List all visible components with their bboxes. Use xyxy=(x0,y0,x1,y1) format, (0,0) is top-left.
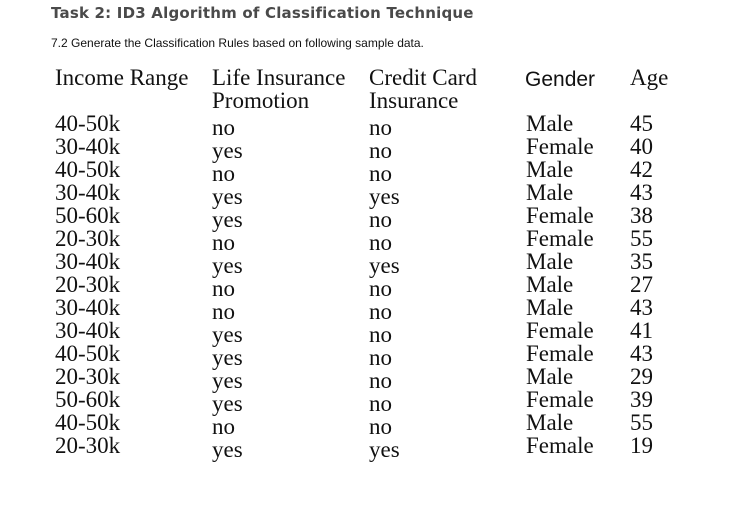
cell-credit-card: no xyxy=(369,115,392,140)
cell-gender: Male xyxy=(526,364,574,389)
cell-gender: Male xyxy=(526,111,574,136)
cell-life-insurance: yes xyxy=(212,437,243,462)
cell-age: 55 xyxy=(630,410,653,435)
cell-credit-card: no xyxy=(369,230,392,255)
header-life-insurance: Life Insurance xyxy=(212,65,346,90)
cell-age: 38 xyxy=(630,203,653,228)
cell-gender: Female xyxy=(526,318,594,343)
cell-gender: Male xyxy=(526,272,574,297)
table-row xyxy=(0,226,730,255)
cell-credit-card: no xyxy=(369,207,392,232)
table-row xyxy=(0,203,730,232)
cell-credit-card: yes xyxy=(369,253,400,278)
cell-income-range: 30-40k xyxy=(55,249,121,274)
cell-credit-card: no xyxy=(369,299,392,324)
table-row xyxy=(0,111,730,140)
cell-credit-card: yes xyxy=(369,184,400,209)
cell-age: 45 xyxy=(630,111,653,136)
cell-age: 43 xyxy=(630,295,653,320)
cell-credit-card: no xyxy=(369,138,392,163)
subtitle: 7.2 Generate the Classification Rules based on following sample data. xyxy=(51,36,424,50)
cell-age: 42 xyxy=(630,157,653,182)
cell-life-insurance: yes xyxy=(212,138,243,163)
cell-income-range: 40-50k xyxy=(55,111,121,136)
table-row xyxy=(0,364,730,393)
cell-gender: Male xyxy=(526,180,574,205)
cell-gender: Male xyxy=(526,295,574,320)
table-row xyxy=(0,157,730,186)
cell-credit-card: no xyxy=(369,391,392,416)
table-row xyxy=(0,295,730,324)
cell-life-insurance: no xyxy=(212,276,235,301)
cell-life-insurance: yes xyxy=(212,184,243,209)
table-row xyxy=(0,387,730,416)
table-row xyxy=(0,249,730,278)
cell-credit-card: no xyxy=(369,322,392,347)
cell-life-insurance: yes xyxy=(212,391,243,416)
cell-credit-card: no xyxy=(369,414,392,439)
cell-income-range: 30-40k xyxy=(55,318,121,343)
cell-age: 35 xyxy=(630,249,653,274)
cell-income-range: 30-40k xyxy=(55,295,121,320)
cell-credit-card: no xyxy=(369,161,392,186)
cell-age: 40 xyxy=(630,134,653,159)
cell-gender: Female xyxy=(526,203,594,228)
cell-life-insurance: yes xyxy=(212,253,243,278)
cell-gender: Female xyxy=(526,134,594,159)
table-row xyxy=(0,410,730,439)
table-row xyxy=(0,272,730,301)
cell-life-insurance: no xyxy=(212,161,235,186)
cell-credit-card: no xyxy=(369,276,392,301)
header-promotion: Promotion xyxy=(212,88,310,113)
cell-gender: Female xyxy=(526,341,594,366)
cell-age: 55 xyxy=(630,226,653,251)
cell-income-range: 20-30k xyxy=(55,226,121,251)
cell-income-range: 40-50k xyxy=(55,157,121,182)
cell-age: 39 xyxy=(630,387,653,412)
cell-gender: Male xyxy=(526,157,574,182)
table-body xyxy=(0,111,730,462)
cell-age: 29 xyxy=(630,364,653,389)
table-row xyxy=(0,180,730,209)
header-income-range: Income Range xyxy=(55,65,189,90)
cell-income-range: 30-40k xyxy=(55,180,121,205)
cell-income-range: 20-30k xyxy=(55,272,121,297)
header-age: Age xyxy=(630,65,669,90)
header-insurance: Insurance xyxy=(369,88,459,113)
cell-age: 43 xyxy=(630,341,653,366)
cell-life-insurance: no xyxy=(212,414,235,439)
header-credit-card: Credit Card xyxy=(369,65,477,90)
cell-age: 27 xyxy=(630,272,653,297)
cell-income-range: 30-40k xyxy=(55,134,121,159)
cell-income-range: 40-50k xyxy=(55,410,121,435)
table-row xyxy=(0,318,730,347)
cell-gender: Female xyxy=(526,387,594,412)
cell-gender: Female xyxy=(526,226,594,251)
cell-income-range: 20-30k xyxy=(55,433,121,458)
cell-credit-card: yes xyxy=(369,437,400,462)
cell-credit-card: no xyxy=(369,345,392,370)
cell-life-insurance: no xyxy=(212,299,235,324)
table-row xyxy=(0,433,730,462)
cell-age: 19 xyxy=(630,433,653,458)
cell-life-insurance: no xyxy=(212,115,235,140)
cell-income-range: 40-50k xyxy=(55,341,121,366)
cell-income-range: 20-30k xyxy=(55,364,121,389)
cell-life-insurance: yes xyxy=(212,345,243,370)
header-gender: Gender xyxy=(525,68,596,91)
cell-gender: Male xyxy=(526,249,574,274)
cell-gender: Male xyxy=(526,410,574,435)
cell-gender: Female xyxy=(526,433,594,458)
cell-income-range: 50-60k xyxy=(55,203,121,228)
cell-life-insurance: yes xyxy=(212,207,243,232)
cell-life-insurance: yes xyxy=(212,322,243,347)
cell-credit-card: no xyxy=(369,368,392,393)
cell-income-range: 50-60k xyxy=(55,387,121,412)
cell-age: 41 xyxy=(630,318,653,343)
task-title: Task 2: ID3 Algorithm of Classification Technique xyxy=(51,4,474,22)
cell-age: 43 xyxy=(630,180,653,205)
cell-life-insurance: yes xyxy=(212,368,243,393)
table-row xyxy=(0,134,730,163)
cell-life-insurance: no xyxy=(212,230,235,255)
table-row xyxy=(0,341,730,370)
